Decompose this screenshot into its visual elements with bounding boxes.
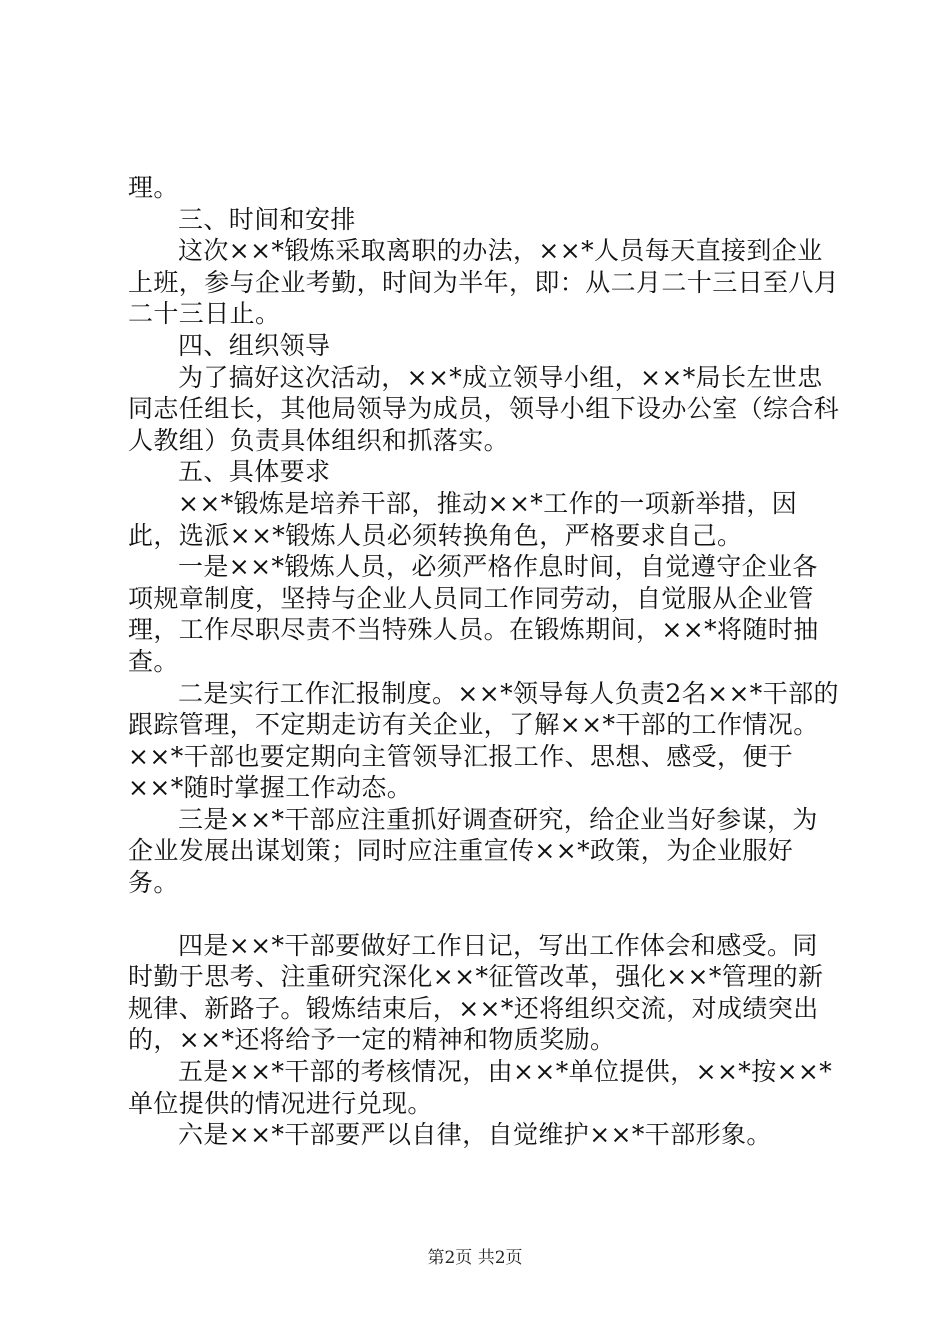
- body-paragraph: ××*锻炼是培养干部，推动××*工作的一项新举措，因此，选派××*锻炼人员必须转换角色，严格要求自己。: [128, 488, 798, 550]
- body-paragraph: 五是××*干部的考核情况，由××*单位提供，××*按××*单位提供的情况进行兑现。: [128, 1057, 833, 1118]
- body-paragraph: 二是实行工作汇报制度。××*领导每人负责2名××*干部的跟踪管理，不定期走访有关企业，了解××*干部的工作情况。××*干部也要定期向主管领导汇报工作、思想、感受，便于××*随时掌握工作动态。: [128, 678, 839, 803]
- body-paragraph: 六是××*干部要严以自律，自觉维护××*干部形象。: [178, 1120, 772, 1150]
- body-paragraph: 这次××*锻炼采取离职的办法，××*人员每天直接到企业上班，参与企业考勤，时间为半年，即：从二月二十三日至八月二十三日止。: [128, 236, 840, 329]
- paragraph-spacer: [128, 899, 840, 930]
- body-paragraph: 四是××*干部要做好工作日记，写出工作体会和感受。同时勤于思考、注重研究深化××*征管改革，强化××*管理的新规律、新路子。锻炼结束后，××*还将组织交流，对成绩突出的，××*还将给予一定的精神和物质奖励。: [128, 930, 824, 1055]
- body-paragraph: 理。: [128, 173, 179, 202]
- page-footer: 第2页 共2页: [427, 1248, 523, 1268]
- section-heading: 五、具体要求: [178, 457, 331, 487]
- body-paragraph: 为了搞好这次活动，××*成立领导小组，××*局长左世忠同志任组长，其他局领导为成员，领导小组下设办公室（综合科人教组）负责具体组织和抓落实。: [128, 362, 840, 455]
- section-heading: 四、组织领导: [178, 330, 331, 360]
- document-body: [128, 172, 840, 1151]
- section-heading: 三、时间和安排: [178, 204, 356, 234]
- body-paragraph: 一是××*锻炼人员，必须严格作息时间，自觉遵守企业各项规章制度，坚持与企业人员同工作同劳动，自觉服从企业管理，工作尽职尽责不当特殊人员。在锻炼期间，××*将随时抽查。: [128, 552, 819, 676]
- body-paragraph: 三是××*干部应注重抓好调查研究，给企业当好参谋，为企业发展出谋划策；同时应注重宣传××*政策，为企业服好务。: [128, 804, 818, 898]
